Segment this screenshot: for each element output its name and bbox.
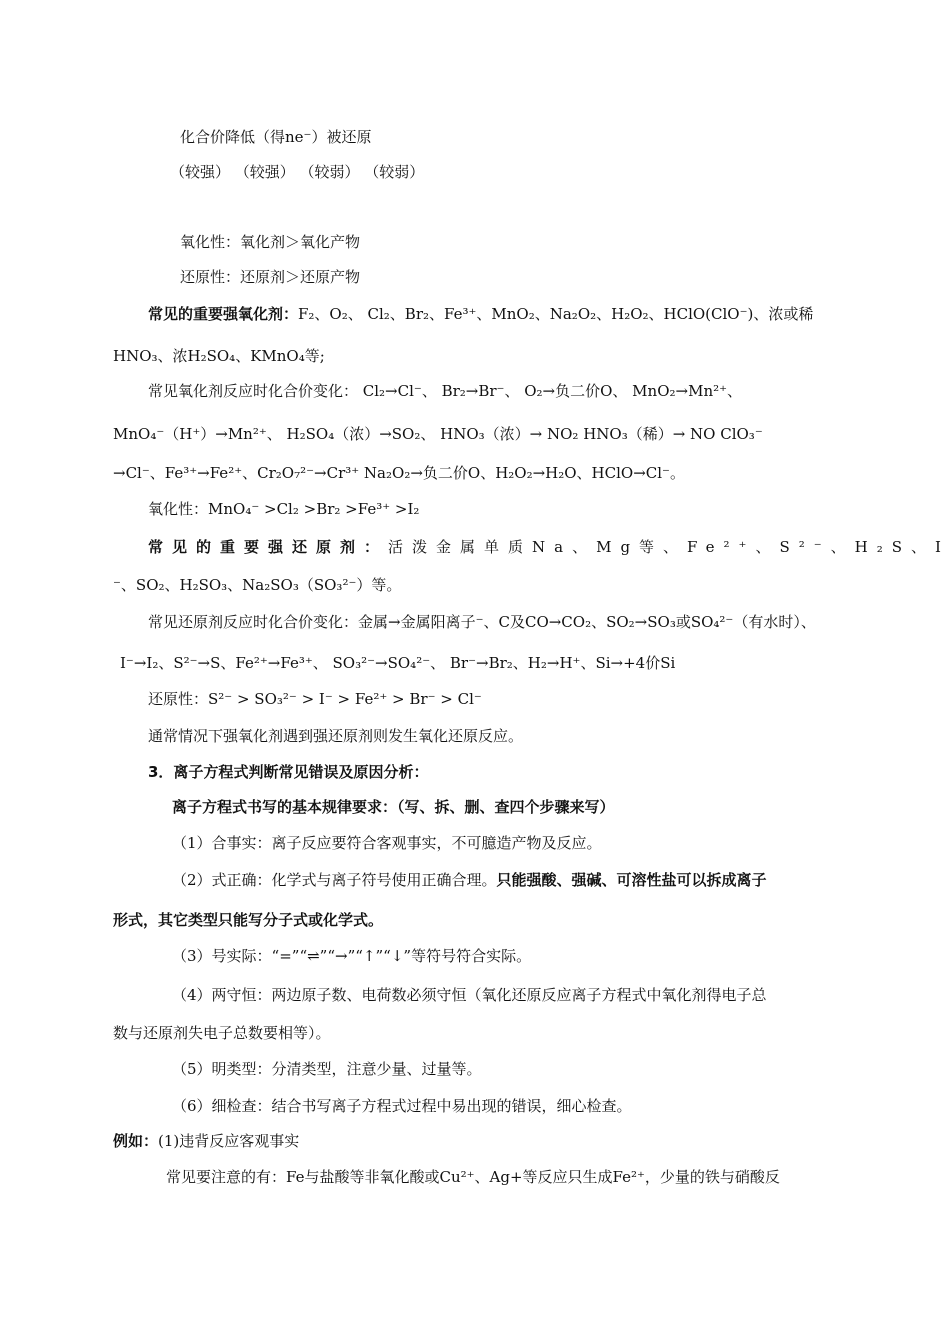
oxidizing-order: 氧化性：MnO₄⁻ >Cl₂ >Br₂ >Fe³⁺ >I₂ — [148, 500, 420, 518]
rule-6: （6）细检查：结合书写离子方程式过程中易出现的错误，细心检查。 — [172, 1097, 632, 1115]
strength-labels: （较强） （较强） （较弱） （较弱） — [170, 163, 425, 181]
strong-oxidants-line — [148, 304, 813, 324]
rule-2 — [172, 870, 767, 890]
rule-3: （3）号实际：“=”“⇌”“→”“↑”“↓”等符号符合实际。 — [172, 947, 532, 965]
strong-oxidants-continued: HNO₃、浓H₂SO₄、KMnO₄等; — [113, 347, 325, 365]
rule-4-continued: 数与还原剂失电子总数要相等）。 — [113, 1024, 331, 1042]
strong-reductants-continued: ⁻、SO₂、H₂SO₃、Na₂SO₃（SO₃²⁻）等。 — [113, 576, 402, 594]
oxidant-valence-changes-2: MnO₄⁻（H⁺）→Mn²⁺、 H₂SO₄（浓）→SO₂、 HNO₃（浓）→ NO₂ HNO₃（稀）→ NO ClO₃⁻ — [113, 425, 763, 443]
rule-2-continued: 形式，其它类型只能写分子式或化学式。 — [113, 911, 384, 929]
oxidant-valence-changes: 常见氧化剂反应时化合价变化： Cl₂→Cl⁻、 Br₂→Br⁻、 O₂→负二价O、 MnO₂→Mn²⁺、 — [148, 382, 743, 400]
rule-5: （5）明类型：分清类型，注意少量、过量等。 — [172, 1060, 482, 1078]
strong-oxidants-list: F₂、O₂、 Cl₂、Br₂、Fe³⁺、MnO₂、Na₂O₂、H₂O₂、HClO(ClO⁻)、浓或稀 — [298, 305, 814, 323]
rule-2-emphasis: 只能强酸、强碱、可溶性盐可以拆成离子 — [496, 871, 767, 889]
strong-reductants-list: 活泼金属单质Na、Mg等、Fe²⁺、S²⁻、H₂S、I — [388, 538, 950, 556]
rule-2-text: （2）式正确：化学式与离子符号使用正确合理。 — [172, 871, 497, 889]
strong-reductants-line — [148, 537, 950, 557]
rule-4: （4）两守恒：两边原子数、电荷数必须守恒（氧化还原反应离子方程式中氧化剂得电子总 — [172, 986, 767, 1004]
oxidant-valence-changes-3: →Cl⁻、Fe³⁺→Fe²⁺、Cr₂O₇²⁻→Cr³⁺ Na₂O₂→负二价O、H₂O₂→H₂O、HClO→Cl⁻。 — [113, 464, 685, 482]
redox-general-rule: 通常情况下强氧化剂遇到强还原剂则发生氧化还原反应。 — [148, 727, 524, 745]
reductant-valence-changes-2: I⁻→I₂、S²⁻→S、Fe²⁺→Fe³⁺、 SO₃²⁻→SO₄²⁻、 Br⁻→Br₂、H₂→H⁺、Si→+4价Si — [120, 654, 676, 672]
strong-reductants-heading: 常见的重要强还原剂： — [148, 538, 389, 556]
example-title: (1)违背反应客观事实 — [158, 1132, 300, 1150]
reducing-rule: 还原性：还原剂＞还原产物 — [180, 268, 361, 286]
example-note: 常见要注意的有：Fe与盐酸等非氧化酸或Cu²⁺、Ag+等反应只生成Fe²⁺，少量的铁与硝酸反 — [166, 1168, 780, 1186]
example-line — [113, 1131, 299, 1151]
reducing-order: 还原性：S²⁻ > SO₃²⁻ > I⁻ > Fe²⁺ > Br⁻ > Cl⁻ — [148, 690, 482, 708]
valence-decrease-note: 化合价降低（得ne⁻）被还原 — [180, 128, 372, 146]
oxidizing-rule: 氧化性：氧化剂＞氧化产物 — [180, 233, 361, 251]
section-3-heading: 3．离子方程式判断常见错误及原因分析： — [148, 763, 429, 781]
rule-1: （1）合事实：离子反应要符合客观事实，不可臆造产物及反应。 — [172, 834, 602, 852]
example-label: 例如： — [113, 1132, 159, 1150]
ionic-equation-rules-heading: 离子方程式书写的基本规律要求：（写、拆、删、查四个步骤来写） — [172, 798, 615, 816]
strong-oxidants-heading: 常见的重要强氧化剂： — [148, 305, 299, 323]
reductant-valence-changes: 常见还原剂反应时化合价变化：金属→金属阳离子⁻、C及CO→CO₂、SO₂→SO₃或SO₄²⁻（有水时）、 — [148, 613, 816, 631]
